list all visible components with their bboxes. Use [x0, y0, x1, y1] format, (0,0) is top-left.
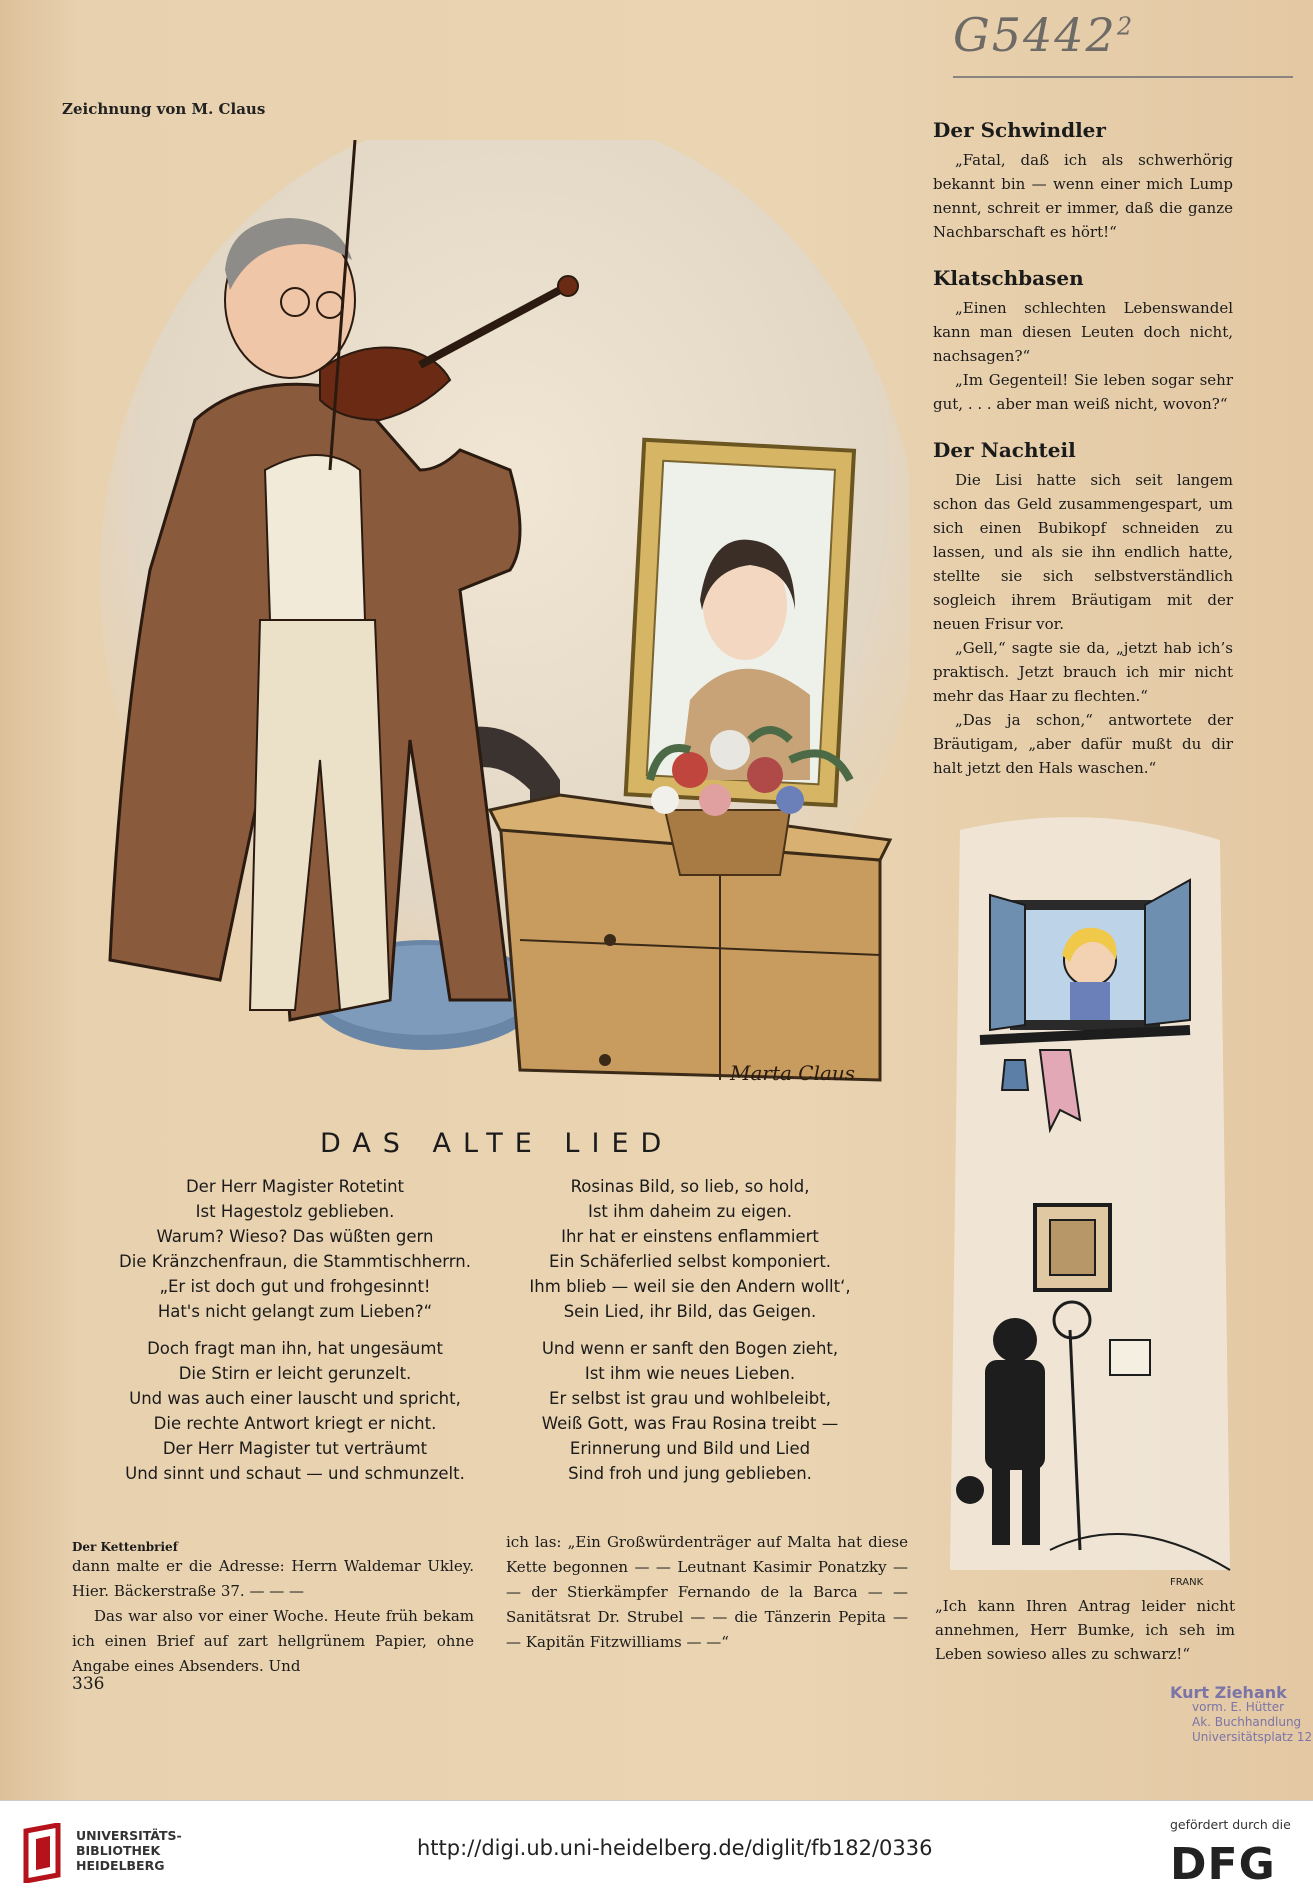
- poem-line: Und wenn er sanft den Bogen zieht,: [541, 1339, 839, 1358]
- archive-number: [953, 8, 1243, 78]
- poem-line: Die rechte Antwort kriegt er nicht.: [153, 1414, 437, 1433]
- poem-line: Die Stirn er leicht gerunzelt.: [178, 1364, 412, 1383]
- poem-line: Und sinnt und schaut — und schmunzelt.: [125, 1464, 465, 1483]
- chimney-sweep-illustration: [930, 810, 1250, 1590]
- poem-title: DAS ALTE LIED: [320, 1128, 674, 1159]
- joke-paragraph: „Einen schlechten Lebenswandel kann man diesen Leuten doch nicht, nachsagen?“: [933, 299, 1233, 365]
- illustration-credit: Zeichnung von M. Claus: [62, 100, 266, 118]
- poem-line: Die Kränzchenfraun, die Stammtischherrn.: [119, 1252, 471, 1271]
- poem-line: Rosinas Bild, so lieb, so hold,: [570, 1177, 810, 1196]
- joke-nachteil: [933, 438, 1233, 780]
- poem-line: Sein Lied, ihr Bild, das Geigen.: [563, 1302, 817, 1321]
- library-name-line: HEIDELBERG: [76, 1858, 165, 1873]
- stamp-line: Universitätsplatz 12: [1192, 1730, 1313, 1744]
- poem-line: Sind froh und jung geblieben.: [568, 1464, 812, 1483]
- funding-label: gefördert durch die: [1170, 1817, 1291, 1832]
- kettenbrief-paragraph: Das war also vor einer Woche. Heute früh bekam ich einen Brief auf zart hellgrünem Papier, ohne Angabe eines Absenders. Und: [72, 1607, 474, 1675]
- kettenbrief-paragraph: dann malte er die Adresse: Herrn Waldemar Ukley. Hier. Bäckerstraße 37. — — —: [72, 1557, 474, 1600]
- stamp-line: Kurt Ziehank: [1170, 1683, 1287, 1702]
- dfg-logo: DFG: [1170, 1839, 1276, 1890]
- artist-signature: Marta Claus: [730, 1061, 856, 1085]
- poem-line: Ist ihm wie neues Lieben.: [584, 1364, 796, 1383]
- main-illustration: [90, 140, 910, 1100]
- poem-stanza-4: [490, 1336, 890, 1486]
- joke-paragraph: „Gell,“ sagte sie da, „jetzt hab ich’s praktisch. Jetzt brauch ich mir nicht mehr das Haar zu flechten.“: [933, 639, 1233, 705]
- library-name-line: UNIVERSITÄTS-: [76, 1828, 182, 1843]
- jokes-column: [933, 118, 1233, 802]
- page-number: 336: [72, 1674, 105, 1694]
- joke-paragraph: „Im Gegenteil! Sie leben sogar sehr gut, . . . aber man weiß nicht, wovon?“: [933, 371, 1233, 413]
- poem-line: Hat's nicht gelangt zum Lieben?“: [157, 1302, 433, 1321]
- kettenbrief-column-2: [506, 1530, 908, 1655]
- illustrator-signature: FRANK: [1170, 1577, 1204, 1588]
- poem-line: Warum? Wieso? Das wüßten gern: [156, 1227, 434, 1246]
- kettenbrief-title: Der Kettenbrief: [72, 1540, 178, 1554]
- chimney-sweep-drawing: [930, 810, 1250, 1590]
- poem-line: Weiß Gott, was Frau Rosina treibt —: [541, 1414, 839, 1433]
- joke-paragraph: Die Lisi hatte sich seit langem schon das Geld zusammengespart, um sich einen Bubikopf schneiden zu lassen, und als sie ihn endlich hatte, stellte sie sich selbstverständlich sogleich ihrem Bräutigam mit der neuen Frisur vor.: [933, 471, 1233, 633]
- poem-line: Doch fragt man ihn, hat ungesäumt: [147, 1339, 443, 1358]
- illustration-caption: „Ich kann Ihren Antrag leider nicht annehmen, Herr Bumke, ich seh im Leben sowieso alles zu schwarz!“: [935, 1597, 1235, 1663]
- permalink-url[interactable]: http://digi.ub.uni-heidelberg.de/diglit/fb182/0336: [417, 1836, 933, 1860]
- poem-line: Er selbst ist grau und wohlbeleibt,: [549, 1389, 831, 1408]
- poem-stanza-2: [490, 1174, 890, 1324]
- poem-line: Ihm blieb — weil sie den Andern wollt‘,: [529, 1277, 851, 1296]
- kettenbrief-column-1: [72, 1554, 474, 1679]
- library-name-line: BIBLIOTHEK: [76, 1843, 161, 1858]
- university-library-logo-icon: [22, 1823, 70, 1883]
- poem-line: Ihr hat er einstens enflammiert: [561, 1227, 819, 1246]
- poem-stanza-3: [95, 1336, 495, 1486]
- joke-schwindler: [933, 118, 1233, 244]
- poem-line: Ein Schäferlied selbst komponiert.: [548, 1252, 832, 1271]
- footer-bar: [0, 1800, 1313, 1899]
- poem-line: „Er ist doch gut und frohgesinnt!: [159, 1277, 431, 1296]
- joke-title: Der Schwindler: [933, 118, 1106, 142]
- poem-line: Der Herr Magister tut verträumt: [162, 1439, 428, 1458]
- poem-stanza-1: [95, 1174, 495, 1324]
- joke-title: Klatschbasen: [933, 266, 1084, 290]
- violinist-illustration: [90, 140, 910, 1100]
- poem-line: Ist Hagestolz geblieben.: [195, 1202, 395, 1221]
- kettenbrief-paragraph: ich las: „Ein Großwürdenträger auf Malta hat diese Kette begonnen — — Leutnant Kasimir Ponatzky — — der Stierkämpfer Fernando de la Barca — — Sanitätsrat Dr. Strubel — — die Tänzerin Pepita — — Kapitän Fitzwilliams — —“: [506, 1533, 908, 1651]
- joke-paragraph: „Fatal, daß ich als schwerhörig bekannt bin — wenn einer mich Lump nennt, schreit er immer, daß die ganze Nachbarschaft es hört!“: [933, 151, 1233, 241]
- archive-number-text: G5442: [953, 8, 1117, 62]
- poem-line: Der Herr Magister Rotetint: [185, 1177, 405, 1196]
- joke-paragraph: „Das ja schon,“ antwortete der Bräutigam, „aber dafür mußt du dir halt jetzt den Hals waschen.“: [933, 711, 1233, 777]
- stamp-line: vorm. E. Hütter: [1192, 1700, 1285, 1714]
- joke-klatschbasen: [933, 266, 1233, 416]
- archive-number-sup: 2: [1116, 12, 1135, 41]
- joke-title: Der Nachteil: [933, 438, 1076, 462]
- stamp-line: Ak. Buchhandlung: [1192, 1715, 1302, 1729]
- poem-line: Ist ihm daheim zu eigen.: [587, 1202, 793, 1221]
- poem-line: Und was auch einer lauscht und spricht,: [129, 1389, 461, 1408]
- library-name: [76, 1828, 182, 1873]
- bookseller-stamp: [1170, 1685, 1313, 1745]
- poem-line: Erinnerung und Bild und Lied: [569, 1439, 811, 1458]
